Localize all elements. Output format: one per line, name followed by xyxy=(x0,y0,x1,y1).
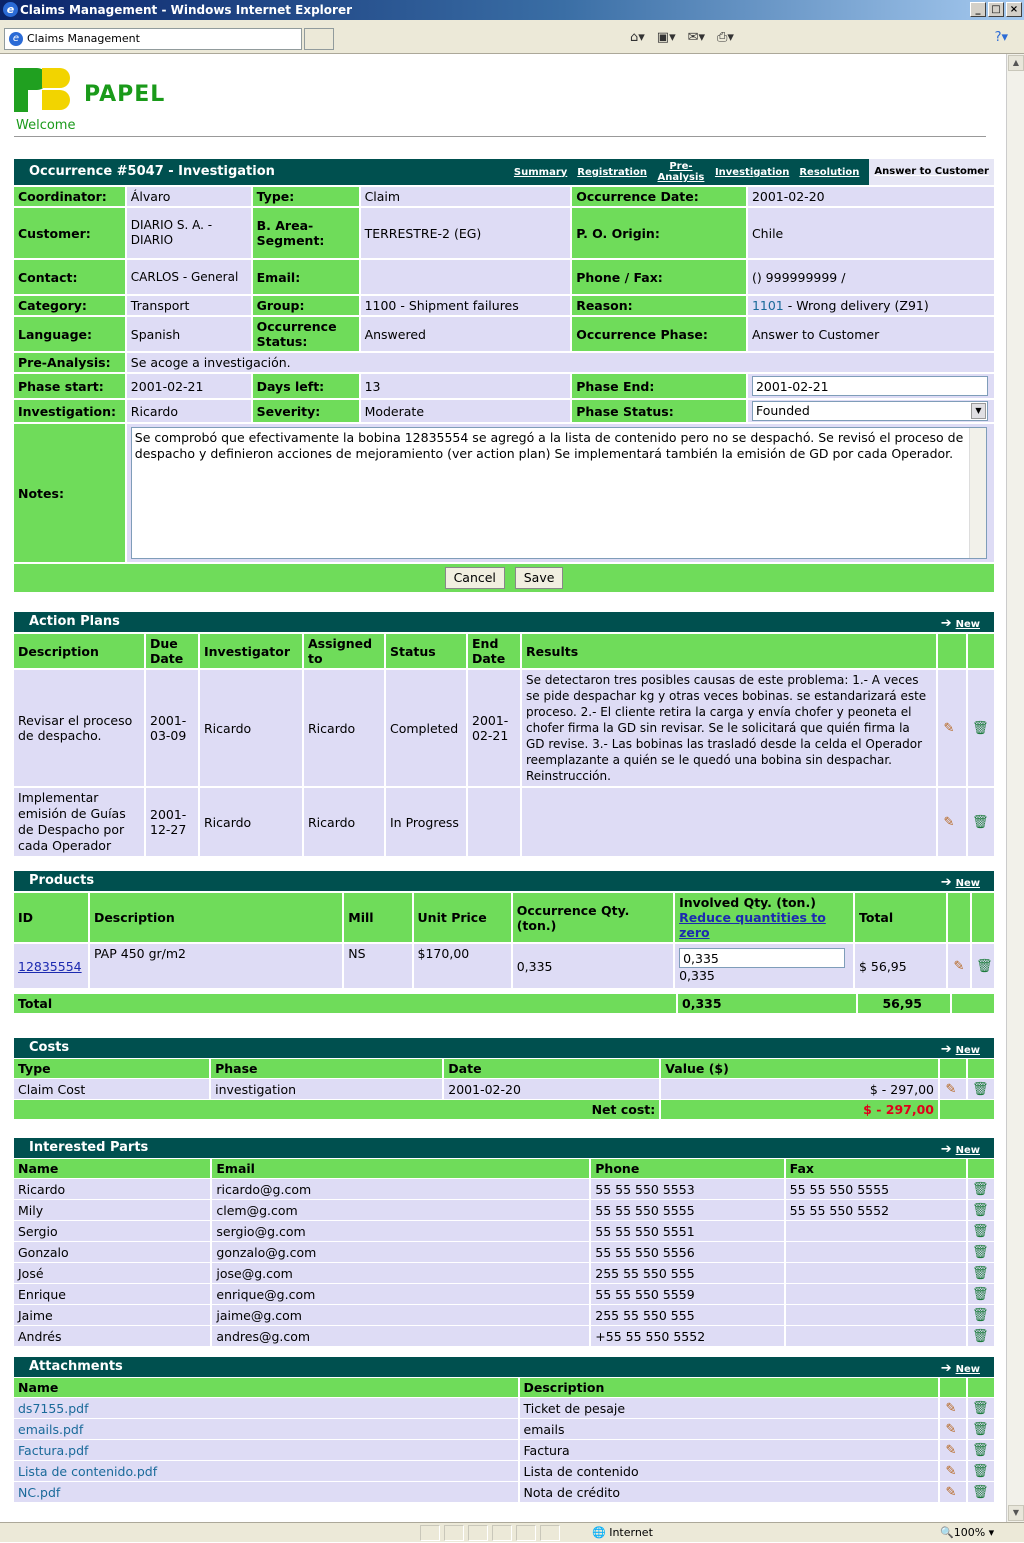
col-results: Results xyxy=(522,634,936,668)
table-row-cell: 55 55 550 5551 xyxy=(591,1221,783,1241)
group-label: Group: xyxy=(253,296,359,315)
edit-pencil-icon[interactable]: ✎ xyxy=(945,1422,957,1437)
table-row-cell: sergio@g.com xyxy=(212,1221,589,1241)
attachment-link[interactable]: Factura.pdf xyxy=(18,1442,89,1458)
arrow-icon: ➔ xyxy=(940,1142,952,1157)
col-end-date: End Date xyxy=(468,634,520,668)
trash-icon[interactable]: 🗑 xyxy=(972,1308,989,1323)
attachment-description: Ticket de pesaje xyxy=(520,1398,938,1418)
phase-end-cell xyxy=(748,374,994,398)
table-row-cell: Revisar el proceso de despacho. xyxy=(14,670,144,786)
table-row-cell: 2001-03-09 xyxy=(146,670,198,786)
product-id-link[interactable]: 12835554 xyxy=(18,958,82,974)
occurrence-date-label: Occurrence Date: xyxy=(572,187,746,206)
page-content xyxy=(0,54,1006,1522)
products-header xyxy=(14,871,994,891)
col-due-date: Due Date xyxy=(146,634,198,668)
window-titlebar xyxy=(0,0,1024,20)
security-zone: 🌐 Internet xyxy=(592,1526,653,1539)
reduce-quantities-link[interactable]: Reduce quantities to zero xyxy=(679,910,826,940)
notes-textarea[interactable] xyxy=(131,427,987,559)
phase-nav xyxy=(514,159,994,185)
dropdown-arrow-icon[interactable]: ▼ xyxy=(971,403,986,419)
edit-pencil-icon[interactable]: ✎ xyxy=(943,815,955,830)
action-plans-title: Action Plans xyxy=(29,614,120,629)
trash-icon[interactable]: 🗑 xyxy=(972,1203,989,1218)
new-tab-button[interactable] xyxy=(304,28,334,50)
table-row-cell xyxy=(786,1326,966,1346)
table-row-cell: clem@g.com xyxy=(212,1200,589,1220)
occurrence-header xyxy=(14,159,994,185)
reason-label: Reason: xyxy=(572,296,746,315)
language-label: Language: xyxy=(14,317,125,351)
attachments-table xyxy=(12,1377,996,1503)
phase-status-label: Phase Status: xyxy=(572,400,746,422)
trash-icon[interactable]: 🗑 xyxy=(972,815,989,830)
coordinator-label: Coordinator: xyxy=(14,187,125,206)
table-row-cell: gonzalo@g.com xyxy=(212,1242,589,1262)
reason-code-link[interactable]: 1101 xyxy=(751,298,784,313)
print-icon[interactable]: ⎙▾ xyxy=(717,30,734,45)
category-label: Category: xyxy=(14,296,125,315)
trash-icon[interactable]: 🗑 xyxy=(971,1464,989,1479)
save-button[interactable]: Save xyxy=(515,567,564,589)
brand-name: PAPEL xyxy=(84,82,166,107)
occurrence-phase-value: Answer to Customer xyxy=(748,317,994,351)
severity-value: Moderate xyxy=(361,400,571,422)
zoom-icon: 🔍 xyxy=(940,1526,954,1539)
table-row xyxy=(14,1221,994,1241)
action-plans-section xyxy=(14,612,994,858)
minimize-button[interactable]: _ xyxy=(970,2,986,17)
phase-start-label: Phase start: xyxy=(14,374,125,398)
table-row xyxy=(14,1284,994,1304)
occurrence-phase-label: Occurrence Phase: xyxy=(572,317,746,351)
col-date: Date xyxy=(444,1059,659,1078)
edit-pencil-icon[interactable]: ✎ xyxy=(953,959,965,974)
notes-label: Notes: xyxy=(14,424,125,562)
attachments-title: Attachments xyxy=(29,1359,123,1374)
table-row-cell xyxy=(786,1305,966,1325)
costs-title: Costs xyxy=(29,1040,70,1055)
nav-registration[interactable]: Registration xyxy=(577,166,647,178)
help-icon[interactable]: ?▾ xyxy=(994,30,1008,45)
products-total-label: Total xyxy=(14,994,676,1013)
cost-date: 2001-02-20 xyxy=(444,1079,659,1099)
table-row xyxy=(14,1398,994,1418)
edit-pencil-icon[interactable]: ✎ xyxy=(945,1485,957,1500)
category-value: Transport xyxy=(127,296,251,315)
notes-scrollbar[interactable] xyxy=(969,428,986,558)
cost-type: Claim Cost xyxy=(14,1079,209,1099)
table-row-cell: ricardo@g.com xyxy=(212,1179,589,1199)
language-value: Spanish xyxy=(127,317,251,351)
status-bar xyxy=(0,1522,1024,1542)
edit-pencil-icon[interactable]: ✎ xyxy=(945,1082,957,1097)
phone-fax-value: () 999999999 / xyxy=(748,260,994,294)
days-left-value: 13 xyxy=(361,374,571,398)
investigation-value: Ricardo xyxy=(127,400,251,422)
product-mill: NS xyxy=(344,944,411,988)
attachment-description: emails xyxy=(520,1419,938,1439)
col-investigator: Investigator xyxy=(200,634,302,668)
notes-cell xyxy=(127,424,994,562)
table-row-cell: José xyxy=(14,1263,210,1283)
table-row-cell: 2001-02-21 xyxy=(468,670,520,786)
table-row-cell xyxy=(786,1242,966,1262)
col-type: Type xyxy=(14,1059,209,1078)
ie-tab-icon: e xyxy=(9,32,23,46)
table-row-cell: jose@g.com xyxy=(212,1263,589,1283)
phase-end-label: Phase End: xyxy=(572,374,746,398)
scroll-up-icon[interactable]: ▲ xyxy=(1008,55,1024,71)
contact-value: CARLOS - General xyxy=(127,260,251,294)
costs-section xyxy=(14,1038,994,1120)
products-new-link[interactable]: ➔ New xyxy=(941,873,980,894)
customer-value: DIARIO S. A. - DIARIO xyxy=(127,208,251,258)
phase-status-selected: Founded xyxy=(755,403,810,418)
trash-icon[interactable]: 🗑 xyxy=(971,1443,989,1458)
occurrence-grid xyxy=(12,185,996,564)
trash-icon[interactable]: 🗑 xyxy=(972,1182,989,1197)
action-plans-table xyxy=(12,632,996,858)
col-mill: Mill xyxy=(344,893,411,942)
attachment-link[interactable]: ds7155.pdf xyxy=(18,1400,89,1416)
net-cost-value: $ - 297,00 xyxy=(661,1100,938,1119)
severity-label: Severity: xyxy=(253,400,359,422)
products-section xyxy=(14,871,994,1015)
nav-resolution[interactable]: Resolution xyxy=(799,166,860,178)
table-row-cell: Ricardo xyxy=(200,788,302,856)
table-row-cell: 55 55 550 5555 xyxy=(591,1200,783,1220)
col-description: Description xyxy=(14,634,144,668)
occurrence-date-value: 2001-02-20 xyxy=(748,187,994,206)
occurrence-section xyxy=(14,159,994,592)
customer-label: Customer: xyxy=(14,208,125,258)
col-fax: Fax xyxy=(786,1159,966,1178)
col-name: Name xyxy=(14,1159,210,1178)
phase-status-select[interactable] xyxy=(752,401,988,421)
table-row-cell: Ricardo xyxy=(200,670,302,786)
attachments-header xyxy=(14,1357,994,1377)
table-row xyxy=(14,1200,994,1220)
interested-parts-new-link[interactable]: ➔ New xyxy=(941,1140,980,1161)
notes-text: Se comprobó que efectivamente la bobina 12835554 se agregó a la lista de contenido pero no se despachó. Se revisó el proceso de despacho y definieron acciones de mejoramiento (ver action plan) Se implementará también la emisión de GD por cada Operador. xyxy=(134,430,964,461)
col-status: Status xyxy=(386,634,466,668)
table-row-cell: Mily xyxy=(14,1200,210,1220)
attachments-new-link[interactable]: ➔ New xyxy=(941,1359,980,1380)
phase-start-value: 2001-02-21 xyxy=(127,374,251,398)
scroll-down-icon[interactable]: ▼ xyxy=(1008,1505,1024,1521)
attachment-link[interactable]: NC.pdf xyxy=(18,1484,61,1500)
pre-analysis-value: Se acoge a investigación. xyxy=(127,353,994,372)
col-involved-qty: Involved Qty. (ton.) Reduce quantities to zero xyxy=(675,893,853,942)
mail-icon[interactable]: ✉▾ xyxy=(687,30,706,45)
trash-icon[interactable]: 🗑 xyxy=(972,1329,989,1344)
table-row-cell: Implementar emisión de Guías de Despacho por cada Operador xyxy=(14,788,144,856)
table-row xyxy=(14,1461,994,1481)
table-row-cell: Completed xyxy=(386,670,466,786)
nav-answer-to-customer[interactable]: Answer to Customer xyxy=(869,159,994,185)
costs-table xyxy=(12,1058,996,1120)
ie-icon: e xyxy=(3,2,18,17)
products-title: Products xyxy=(29,873,95,888)
table-row-cell: 55 55 550 5559 xyxy=(591,1284,783,1304)
trash-icon[interactable]: 🗑 xyxy=(971,1082,989,1097)
products-total-qty: 0,335 xyxy=(678,994,856,1013)
feeds-icon[interactable]: ▣▾ xyxy=(656,30,676,45)
trash-icon[interactable]: 🗑 xyxy=(972,721,989,736)
arrow-icon: ➔ xyxy=(940,1042,952,1057)
col-email: Email xyxy=(212,1159,589,1178)
arrow-icon: ➔ xyxy=(940,875,952,890)
attachments-section xyxy=(14,1357,994,1503)
browser-tab[interactable] xyxy=(4,28,302,50)
trash-icon[interactable]: 🗑 xyxy=(972,1266,989,1281)
table-row-cell: andres@g.com xyxy=(212,1326,589,1346)
trash-icon[interactable]: 🗑 xyxy=(971,1401,989,1416)
investigation-label: Investigation: xyxy=(14,400,125,422)
occurrence-status-value: Answered xyxy=(361,317,571,351)
nav-pre-analysis[interactable]: Pre-Analysis xyxy=(657,161,705,183)
attachment-link[interactable]: emails.pdf xyxy=(18,1421,84,1437)
product-involved-qty: 0,335 xyxy=(679,968,715,983)
window-title: Claims Management - Windows Internet Explorer xyxy=(20,3,353,17)
contact-label: Contact: xyxy=(14,260,125,294)
interested-parts-section xyxy=(14,1138,994,1347)
welcome-text: Welcome xyxy=(16,118,76,133)
interested-parts-header xyxy=(14,1138,994,1158)
costs-new-link[interactable]: ➔ New xyxy=(941,1040,980,1061)
form-buttons xyxy=(14,564,994,592)
table-row-cell xyxy=(786,1221,966,1241)
table-row xyxy=(14,1263,994,1283)
email-label: Email: xyxy=(253,260,359,294)
company-logo xyxy=(14,68,72,112)
table-row xyxy=(14,1482,994,1502)
home-icon[interactable]: ⌂▾ xyxy=(630,30,645,45)
attachment-description: Nota de crédito xyxy=(520,1482,938,1502)
table-row-cell: Se detectaron tres posibles causas de este problema: 1.- A veces se pide despachar kg y otras veces bobinas. se estandarizará este proceso. 2.- El cliente retira la carga y envía chofer y peoneta el chofer firma la GD sin revisar. Se le solicitará que quién firma la GD revise. 3.- Las bobinas las trasladó desde la celda el Operador reemplazante a quién se le quedó una bobina sin despachar. Reinstrucción. xyxy=(522,670,936,786)
coordinator-value: Álvaro xyxy=(127,187,251,206)
arrow-icon: ➔ xyxy=(940,616,952,631)
table-row xyxy=(14,1242,994,1262)
table-row-cell xyxy=(468,788,520,856)
trash-icon[interactable]: 🗑 xyxy=(971,1485,989,1500)
table-row-cell: +55 55 550 5552 xyxy=(591,1326,783,1346)
trash-icon[interactable]: 🗑 xyxy=(971,1422,989,1437)
col-value: Value ($) xyxy=(661,1059,938,1078)
table-row-cell: Ricardo xyxy=(304,788,384,856)
pre-analysis-label: Pre-Analysis: xyxy=(14,353,125,372)
table-row xyxy=(14,1305,994,1325)
col-total: Total xyxy=(855,893,946,942)
col-occurrence-qty: Occurrence Qty. (ton.) xyxy=(513,893,673,942)
table-row-cell: 255 55 550 555 xyxy=(591,1305,783,1325)
phone-fax-label: Phone / Fax: xyxy=(572,260,746,294)
products-total-table xyxy=(12,992,996,1015)
involved-qty-input[interactable] xyxy=(679,948,845,968)
table-row-cell: Andrés xyxy=(14,1326,210,1346)
table-row-cell: 55 55 550 5555 xyxy=(786,1179,966,1199)
col-assigned-to: Assigned to xyxy=(304,634,384,668)
table-row-cell: 55 55 550 5556 xyxy=(591,1242,783,1262)
action-plans-new-link[interactable]: ➔ New xyxy=(941,614,980,635)
reason-value xyxy=(748,296,994,315)
edit-pencil-icon[interactable]: ✎ xyxy=(943,721,955,736)
table-row-cell: Ricardo xyxy=(304,670,384,786)
table-row xyxy=(14,1326,994,1346)
maximize-button[interactable]: □ xyxy=(988,2,1004,17)
table-row-cell: Jaime xyxy=(14,1305,210,1325)
net-cost-label: Net cost: xyxy=(14,1100,659,1119)
type-label: Type: xyxy=(253,187,359,206)
attachment-link[interactable]: Lista de contenido.pdf xyxy=(18,1463,158,1479)
edit-pencil-icon[interactable]: ✎ xyxy=(945,1464,957,1479)
nav-summary[interactable]: Summary xyxy=(513,166,568,178)
product-unit-price: $170,00 xyxy=(414,944,511,988)
interested-parts-title: Interested Parts xyxy=(29,1140,149,1155)
table-row-cell: Sergio xyxy=(14,1221,210,1241)
table-row-cell: 55 55 550 5553 xyxy=(591,1179,783,1199)
browser-tab-label: Claims Management xyxy=(27,32,140,45)
table-row xyxy=(14,1179,994,1199)
col-phase: Phase xyxy=(211,1059,442,1078)
trash-icon[interactable]: 🗑 xyxy=(972,1287,989,1302)
attachment-description: Factura xyxy=(520,1440,938,1460)
group-value: 1100 - Shipment failures xyxy=(361,296,571,315)
table-row-cell: 2001-12-27 xyxy=(146,788,198,856)
phase-status-cell xyxy=(748,400,994,422)
close-button[interactable]: × xyxy=(1006,2,1022,17)
col-description: Description xyxy=(520,1378,938,1397)
interested-parts-table xyxy=(12,1158,996,1347)
phase-end-input[interactable] xyxy=(752,376,988,396)
occurrence-status-label: Occurrence Status: xyxy=(253,317,359,351)
table-row-cell: jaime@g.com xyxy=(212,1305,589,1325)
products-table xyxy=(12,891,996,990)
trash-icon[interactable]: 🗑 xyxy=(972,1224,989,1239)
table-row-cell: Gonzalo xyxy=(14,1242,210,1262)
product-occurrence-qty: 0,335 xyxy=(513,944,673,988)
cancel-button[interactable]: Cancel xyxy=(445,567,505,589)
table-row-cell: In Progress xyxy=(386,788,466,856)
po-origin-value: Chile xyxy=(748,208,994,258)
products-total-value: 56,95 xyxy=(858,994,950,1013)
days-left-label: Days left: xyxy=(253,374,359,398)
attachment-description: Lista de contenido xyxy=(520,1461,938,1481)
page-scrollbar[interactable] xyxy=(1006,54,1024,1522)
zoom-level[interactable]: 🔍100% ▾ xyxy=(940,1526,995,1539)
header-divider xyxy=(14,136,986,137)
product-total: $ 56,95 xyxy=(855,944,946,988)
trash-icon[interactable]: 🗑 xyxy=(972,1245,989,1260)
table-row-cell xyxy=(522,788,936,856)
trash-icon[interactable]: 🗑 xyxy=(975,959,993,974)
table-row xyxy=(14,1440,994,1460)
cost-value: $ - 297,00 xyxy=(661,1079,938,1099)
nav-investigation[interactable]: Investigation xyxy=(714,166,790,178)
table-row-cell: 255 55 550 555 xyxy=(591,1263,783,1283)
table-row-cell xyxy=(786,1263,966,1283)
costs-header xyxy=(14,1038,994,1058)
edit-pencil-icon[interactable]: ✎ xyxy=(945,1443,957,1458)
edit-pencil-icon[interactable]: ✎ xyxy=(945,1401,957,1416)
globe-icon: 🌐 xyxy=(592,1526,606,1539)
product-involved-cell xyxy=(675,944,853,988)
table-row-cell: enrique@g.com xyxy=(212,1284,589,1304)
table-row-cell xyxy=(786,1284,966,1304)
cost-phase: investigation xyxy=(211,1079,442,1099)
col-phone: Phone xyxy=(591,1159,783,1178)
action-plans-header xyxy=(14,612,994,632)
col-unit-price: Unit Price xyxy=(414,893,511,942)
col-id: ID xyxy=(14,893,88,942)
arrow-icon: ➔ xyxy=(940,1361,952,1376)
occurrence-title: Occurrence #5047 - Investigation xyxy=(29,164,275,179)
po-origin-label: P. O. Origin: xyxy=(572,208,746,258)
col-description: Description xyxy=(90,893,342,942)
browser-toolbar xyxy=(0,20,1024,54)
table-row-cell: Enrique xyxy=(14,1284,210,1304)
b-area-value: TERRESTRE-2 (EG) xyxy=(361,208,571,258)
table-row-cell: Ricardo xyxy=(14,1179,210,1199)
b-area-label: B. Area-Segment: xyxy=(253,208,359,258)
email-value xyxy=(361,260,571,294)
product-description: PAP 450 gr/m2 xyxy=(90,944,342,988)
type-value: Claim xyxy=(361,187,571,206)
reason-text: - Wrong delivery (Z91) xyxy=(783,298,929,313)
table-row-cell: 55 55 550 5552 xyxy=(786,1200,966,1220)
table-row xyxy=(14,1419,994,1439)
col-name: Name xyxy=(14,1378,518,1397)
